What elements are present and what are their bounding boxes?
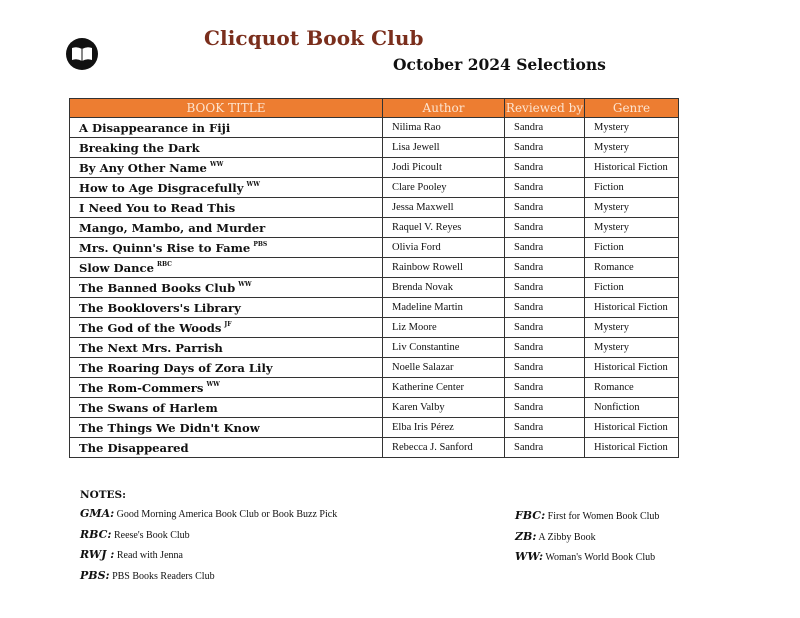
table-row (70, 278, 679, 298)
book-title: By Any Other Name (79, 160, 207, 175)
book-club-tag: WW (238, 280, 252, 288)
reviewer-cell: Sandra (505, 138, 585, 158)
book-title-cell (70, 278, 383, 298)
author-cell: Karen Valby (383, 398, 505, 418)
genre-cell: Mystery (585, 318, 679, 338)
book-title: A Disappearance in Fiji (79, 120, 231, 135)
book-title: The Swans of Harlem (79, 400, 218, 415)
book-title-cell (70, 258, 383, 278)
reviewer-cell: Sandra (505, 198, 585, 218)
column-header-genre: Genre (585, 99, 679, 118)
genre-cell: Romance (585, 258, 679, 278)
book-club-tag: WW (246, 180, 260, 188)
book-icon (66, 38, 98, 70)
note-item (80, 528, 337, 549)
column-header-reviewer: Reviewed by (505, 99, 585, 118)
book-title: The God of the Woods (79, 320, 222, 335)
genre-cell: Historical Fiction (585, 358, 679, 378)
reviewer-cell: Sandra (505, 378, 585, 398)
reviewer-cell: Sandra (505, 418, 585, 438)
book-club-tag: RBC (156, 260, 172, 268)
genre-cell: Fiction (585, 278, 679, 298)
note-text: Good Morning America Book Club or Book Buzz Pick (116, 509, 338, 520)
table-row (70, 138, 679, 158)
author-cell: Liv Constantine (383, 338, 505, 358)
genre-cell: Mystery (585, 138, 679, 158)
note-code: PBS: (80, 568, 110, 582)
reviewer-cell: Sandra (505, 298, 585, 318)
genre-cell: Mystery (585, 118, 679, 138)
page-subtitle: October 2024 Selections (393, 55, 606, 74)
book-title-cell (70, 378, 383, 398)
author-cell: Jodi Picoult (383, 158, 505, 178)
table-row (70, 358, 679, 378)
note-item (80, 569, 337, 590)
book-title: The Next Mrs. Parrish (79, 340, 223, 355)
author-cell: Raquel V. Reyes (383, 218, 505, 238)
table-row (70, 298, 679, 318)
reviewer-cell: Sandra (505, 238, 585, 258)
genre-cell: Mystery (585, 198, 679, 218)
book-club-tag: WW (206, 380, 220, 388)
table-row (70, 398, 679, 418)
book-title-cell (70, 198, 383, 218)
notes-right-list (515, 509, 659, 571)
notes-heading: NOTES: (80, 489, 127, 501)
book-club-tag: PBS (253, 240, 268, 248)
club-title: Clicquot Book Club (204, 26, 424, 50)
reviewer-cell: Sandra (505, 318, 585, 338)
book-glyph (71, 46, 93, 62)
book-title-cell (70, 138, 383, 158)
table-row (70, 338, 679, 358)
table-header-row (70, 99, 679, 118)
note-item (515, 509, 659, 530)
column-header-author: Author (383, 99, 505, 118)
genre-cell: Historical Fiction (585, 298, 679, 318)
genre-cell: Historical Fiction (585, 438, 679, 458)
genre-cell: Fiction (585, 238, 679, 258)
note-text: Woman's World Book Club (545, 552, 656, 563)
reviewer-cell: Sandra (505, 118, 585, 138)
note-item (80, 548, 337, 569)
book-title-cell (70, 338, 383, 358)
author-cell: Nilima Rao (383, 118, 505, 138)
reviewer-cell: Sandra (505, 398, 585, 418)
table-row (70, 158, 679, 178)
note-text: First for Women Book Club (547, 511, 660, 522)
table-row (70, 438, 679, 458)
book-title: The Banned Books Club (79, 280, 236, 295)
note-code: RWJ : (80, 548, 115, 561)
book-title-cell (70, 318, 383, 338)
book-club-tag: JF (224, 320, 232, 328)
notes-left-list (80, 507, 337, 589)
note-code: RBC: (80, 527, 112, 541)
reviewer-cell: Sandra (505, 258, 585, 278)
note-code: GMA: (80, 507, 115, 520)
note-text: Read with Jenna (116, 550, 183, 561)
book-title: I Need You to Read This (79, 200, 236, 215)
author-cell: Lisa Jewell (383, 138, 505, 158)
note-item (80, 507, 337, 528)
book-club-tag: WW (209, 160, 224, 168)
book-title: The Things We Didn't Know (79, 420, 260, 435)
book-title: Breaking the Dark (79, 140, 200, 155)
note-code: FBC: (515, 509, 546, 522)
book-title: Mango, Mambo, and Murder (79, 220, 266, 235)
book-title-cell (70, 398, 383, 418)
reviewer-cell: Sandra (505, 358, 585, 378)
book-title-cell (70, 298, 383, 318)
book-title-cell (70, 178, 383, 198)
table-row (70, 238, 679, 258)
notes-section (80, 489, 337, 589)
book-title: How to Age Disgracefully (79, 180, 244, 195)
note-text: PBS Books Readers Club (112, 570, 215, 582)
book-title-cell (70, 158, 383, 178)
book-title: The Disappeared (79, 440, 189, 455)
book-title: The Roaring Days of Zora Lily (79, 360, 273, 375)
genre-cell: Fiction (585, 178, 679, 198)
book-selections-table (69, 98, 679, 458)
author-cell: Rainbow Rowell (383, 258, 505, 278)
genre-cell: Nonfiction (585, 398, 679, 418)
genre-cell: Historical Fiction (585, 158, 679, 178)
reviewer-cell: Sandra (505, 438, 585, 458)
reviewer-cell: Sandra (505, 278, 585, 298)
reviewer-cell: Sandra (505, 178, 585, 198)
table-row (70, 418, 679, 438)
book-title-cell (70, 238, 383, 258)
table-body (70, 118, 679, 458)
table-row (70, 318, 679, 338)
author-cell: Rebecca J. Sanford (383, 438, 505, 458)
author-cell: Liz Moore (383, 318, 505, 338)
reviewer-cell: Sandra (505, 158, 585, 178)
author-cell: Brenda Novak (383, 278, 505, 298)
author-cell: Elba Iris Pérez (383, 418, 505, 438)
book-title: The Rom-Commers (79, 380, 204, 395)
book-title: The Booklovers's Library (79, 300, 241, 315)
book-title-cell (70, 118, 383, 138)
genre-cell: Historical Fiction (585, 418, 679, 438)
genre-cell: Mystery (585, 338, 679, 358)
table-row (70, 258, 679, 278)
author-cell: Olivia Ford (383, 238, 505, 258)
table-row (70, 378, 679, 398)
note-item (515, 550, 659, 571)
author-cell: Katherine Center (383, 378, 505, 398)
author-cell: Jessa Maxwell (383, 198, 505, 218)
book-title-cell (70, 418, 383, 438)
book-title: Mrs. Quinn's Rise to Fame (79, 240, 251, 255)
column-header-title: BOOK TITLE (70, 99, 383, 118)
reviewer-cell: Sandra (505, 218, 585, 238)
book-title: Slow Dance (79, 260, 154, 275)
table-row (70, 178, 679, 198)
author-cell: Madeline Martin (383, 298, 505, 318)
book-title-cell (70, 218, 383, 238)
note-text: Reese's Book Club (113, 529, 190, 541)
book-title-cell (70, 358, 383, 378)
reviewer-cell: Sandra (505, 338, 585, 358)
note-code: ZB: (515, 529, 537, 543)
note-item (515, 530, 659, 551)
table-row (70, 218, 679, 238)
book-title-cell (70, 438, 383, 458)
genre-cell: Mystery (585, 218, 679, 238)
author-cell: Clare Pooley (383, 178, 505, 198)
table-row (70, 118, 679, 138)
author-cell: Noelle Salazar (383, 358, 505, 378)
note-text: A Zibby Book (538, 531, 596, 543)
table-row (70, 198, 679, 218)
note-code: WW: (515, 550, 544, 563)
genre-cell: Romance (585, 378, 679, 398)
